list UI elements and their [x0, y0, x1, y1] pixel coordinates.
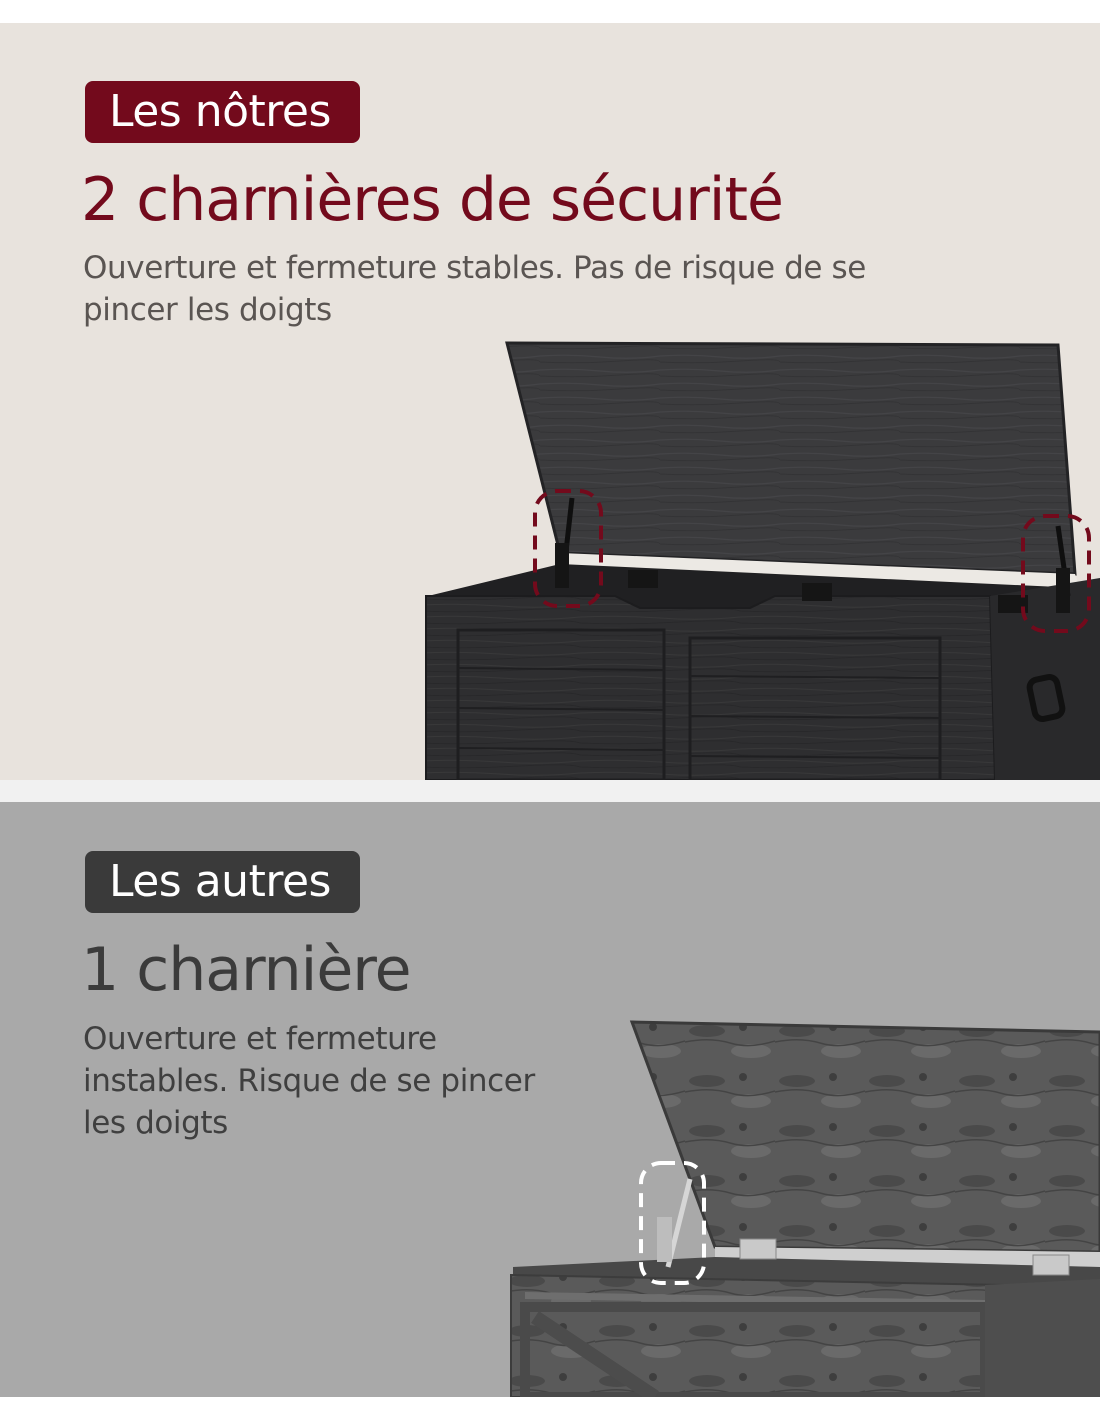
our-product-panel — [0, 23, 1100, 780]
ours-description: Ouverture et fermeture stables. Pas de risque de se pincer les doigts — [83, 250, 866, 328]
others-badge: Les autres — [85, 851, 360, 913]
others-title: 1 charnière — [81, 935, 411, 1005]
others-product-panel — [0, 802, 1100, 1397]
section-divider — [0, 780, 1100, 802]
ours-badge: Les nôtres — [85, 81, 360, 143]
dark-storage-chest-image — [420, 338, 1100, 780]
others-description: Ouverture et fermeture instables. Risque de se pincer les doigts — [83, 1021, 535, 1141]
chest-lid — [632, 1022, 1100, 1252]
ours-title: 2 charnières de sécurité — [81, 165, 783, 235]
chest-lid — [507, 343, 1075, 574]
rustic-storage-chest-image — [505, 1017, 1100, 1397]
